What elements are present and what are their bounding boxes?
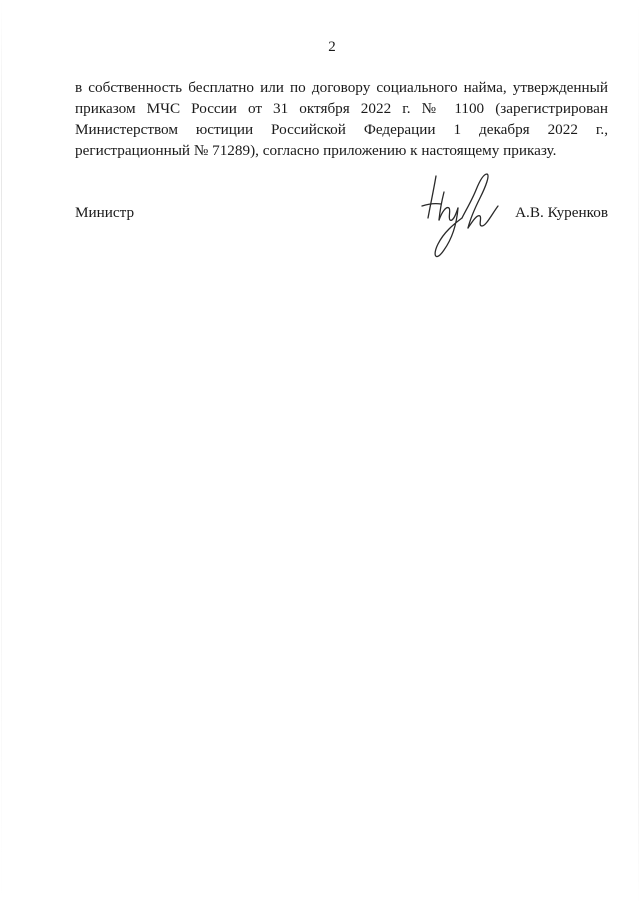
page-number: 2 — [328, 39, 336, 55]
signatory-name: А.В. Куренков — [515, 204, 608, 221]
handwritten-signature-icon — [414, 170, 504, 266]
scan-edge-left — [1, 0, 2, 905]
scan-edge-right — [638, 0, 639, 905]
signatory-title: Министр — [75, 204, 135, 221]
body-paragraph: в собственность бесплатно или по договору социального найма, утвержденный приказом МЧС России от 31 октября 2022 г. № 1100 (зарегистрирован Министерством юстиции Российской Федерации 1 декабря 2022 г., регистрационный № 71289), согласно приложению к настоящему приказу. — [75, 79, 608, 159]
